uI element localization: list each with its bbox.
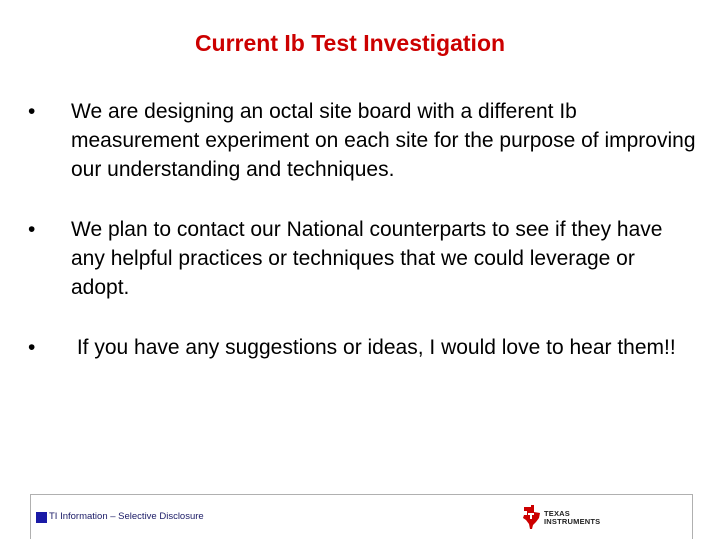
- bullet-item: [28, 97, 698, 184]
- bullet-marker: •: [28, 218, 36, 241]
- slide-title: Current Ib Test Investigation: [194, 30, 506, 56]
- bullet-text: We are designing an octal site board with a different Ib measurement experiment on each site for the purpose of improving our understanding and techniques.: [71, 100, 696, 181]
- logo-line-1: TEXAS: [544, 509, 571, 518]
- square-icon: [36, 512, 47, 523]
- bullet-item: [28, 215, 698, 302]
- logo-line-2: INSTRUMENTS: [544, 517, 601, 526]
- bullet-item: [28, 333, 698, 362]
- texas-state-icon: [522, 504, 542, 530]
- bullet-list: [28, 97, 698, 393]
- bullet-text: If you have any suggestions or ideas, I would love to hear them!!: [71, 336, 676, 359]
- classification-label: TI Information – Selective Disclosure: [49, 511, 204, 522]
- bullet-text: We plan to contact our National counterparts to see if they have any helpful practices or techniques that we could leverage or adopt.: [71, 218, 663, 299]
- slide-footer: [30, 494, 693, 539]
- bullet-marker: •: [28, 100, 36, 123]
- bullet-marker: •: [28, 336, 36, 359]
- texas-instruments-logo: [522, 504, 614, 530]
